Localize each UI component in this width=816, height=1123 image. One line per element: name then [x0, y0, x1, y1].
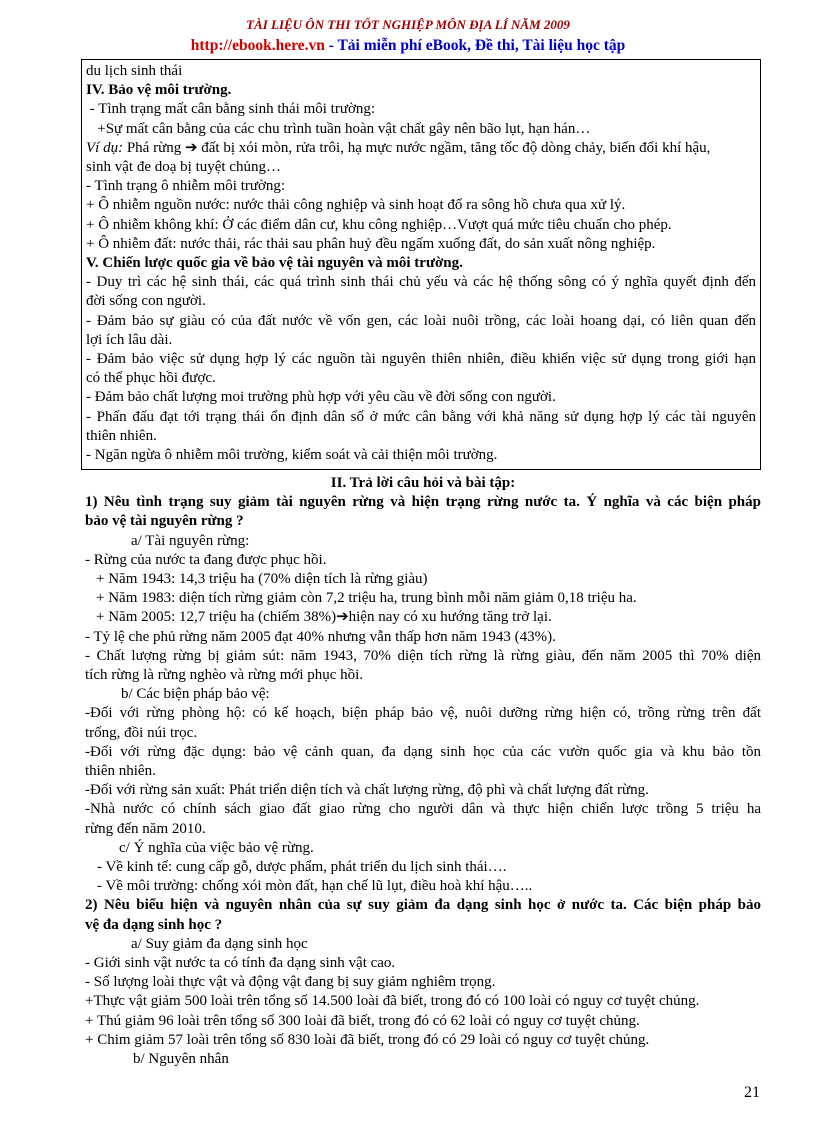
text-line: - Về môi trường: chống xói mòn đất, hạn chế lũ lụt, điều hoà khí hậu….. — [97, 878, 533, 895]
text-line: - Tình trạng ô nhiễm môi trường: — [86, 178, 286, 195]
text-line: - Duy trì các hệ sinh thái, các quá trình sinh thái chủ yếu và các hệ thống sông có ý nghĩa quyết định đến — [86, 274, 756, 291]
text-line: - Giới sinh vật nước ta có tính đa dạng sinh vật cao. — [85, 955, 396, 972]
text-line: - Tỷ lệ che phủ rừng năm 2005 đạt 40% nhưng vẫn thấp hơn năm 1943 (43%). — [85, 628, 556, 645]
example-text: Phá rừng ➔ đất bị xói mòn, rửa trôi, hạ mực nước ngầm, tăng tốc độ dòng chảy, biến đổi khí hậu, — [123, 139, 711, 156]
header-title: TÀI LIỆU ÔN THI TỐT NGHIỆP MÔN ĐỊA LÍ NĂM 2009 — [246, 17, 570, 32]
text-line: - Đảm bảo chất lượng moi trường phù hợp với yêu cầu về đời sống con người. — [86, 389, 556, 406]
question-1-line2: bảo vệ tài nguyên rừng ? — [85, 513, 244, 530]
text-line: +Sự mất cân bằng của các chu trình tuần hoàn vật chất gây nên bão lụt, hạn hán… — [86, 120, 591, 137]
text-line: + Ô nhiễm nguồn nước: nước thải công nghiệp và sinh hoạt đổ ra sông hồ chưa qua xử lý. — [86, 197, 626, 214]
header-dash: - — [324, 37, 338, 54]
text-line: sinh vật đe doạ bị tuyệt chủng… — [86, 159, 281, 176]
text-line: - Số lượng loài thực vật và động vật đang bị suy giảm nghiêm trọng. — [85, 974, 496, 991]
text-line: -Đối với rừng sản xuất: Phát triển diện tích và chất lượng rừng, độ phì và chất lượng đất rừng. — [85, 782, 649, 799]
main-content — [85, 474, 761, 1069]
header-links — [0, 37, 816, 55]
header-url-link[interactable]: http://ebook.here.vn — [190, 37, 325, 54]
text-line: du lịch sinh thái — [86, 63, 183, 79]
example-label: Ví dụ: — [86, 139, 124, 156]
text-line: có thể phục hồi được. — [86, 370, 216, 387]
question-2-line2: vệ đa dạng sinh học ? — [85, 916, 223, 933]
text-line: - Đảm bảo việc sử dụng hợp lý các nguồn tài nguyên thiên nhiên, điều khiển việc sử dụng trong giới hạn — [86, 351, 756, 368]
text-line: - Chất lượng rừng bị giảm sút: năm 1943, 70% diện tích rừng là rừng giàu, đến năm 2005 thì 70% diện — [85, 647, 761, 664]
subheading: b/ Nguyên nhân — [133, 1051, 229, 1068]
text-line: tích rừng là rừng nghèo và rừng mới phục hồi. — [85, 667, 364, 684]
text-line: - Tình trạng mất cân bằng sinh thái môi trường: — [86, 101, 376, 118]
section-heading-iv: IV. Bảo vệ môi trường. — [86, 82, 232, 99]
subheading: a/ Suy giảm đa dạng sinh học — [131, 935, 308, 952]
text-line: +Thực vật giảm 500 loài trên tổng số 14.500 loài đã biết, trong đó có 100 loài có nguy cơ tuyệt chủng. — [85, 993, 700, 1010]
text-line: - Đảm bảo sự giàu có của đất nước về vốn gen, các loài nuôi trồng, các loài hoang dại, có liên quan đến — [86, 312, 756, 329]
page-number: 21 — [744, 1084, 760, 1101]
text-line: + Năm 1983: diện tích rừng giảm còn 7,2 triệu ha, trung bình mỗi năm giảm 0,18 triệu ha. — [96, 590, 637, 607]
text-line: - Phấn đấu đạt tới trạng thái ổn định dân số ở mức cân bằng với khả năng sử dụng hợp lý các tài nguyên — [86, 408, 756, 425]
question-1-line1: 1) Nêu tình trạng suy giảm tài nguyên rừng và hiện trạng rừng nước ta. Ý nghĩa và các biện pháp — [85, 494, 761, 511]
section-heading-v: V. Chiến lược quốc gia về bảo vệ tài nguyên và môi trường. — [86, 255, 463, 272]
subheading: a/ Tài nguyên rừng: — [131, 532, 250, 549]
question-2-line1: 2) Nêu biểu hiện và nguyên nhân của sự suy giảm đa dạng sinh học ở nước ta. Các biện pháp bảo — [85, 897, 761, 914]
text-line: - Ngăn ngừa ô nhiễm môi trường, kiểm soát và cải thiện môi trường. — [86, 447, 498, 464]
text-line: trống, đồi núi trọc. — [85, 724, 198, 741]
text-line: - Rừng của nước ta đang được phục hồi. — [85, 551, 327, 568]
text-line: -Đối với rừng đặc dụng: bảo vệ cảnh quan, đa dạng sinh học của các vườn quốc gia và khu bảo tồn — [85, 743, 761, 760]
text-line: lợi ích lâu dài. — [86, 331, 173, 348]
text-line: thiên nhiên. — [86, 427, 157, 444]
text-line: + Năm 2005: 12,7 triệu ha (chiếm 38%)➔hiện nay có xu hướng tăng trở lại. — [96, 609, 552, 626]
text-line: + Năm 1943: 14,3 triệu ha (70% diện tích là rừng giàu) — [96, 571, 428, 588]
text-line: + Chim giảm 57 loài trên tổng số 830 loài đã biết, trong đó có 29 loài có nguy cơ tuyệt chủng. — [85, 1031, 650, 1048]
text-line: + Ô nhiễm đất: nước thải, rác thải sau phân huỷ đều ngấm xuống đất, do sản xuất nông nghiệp. — [86, 235, 656, 252]
subheading: c/ Ý nghĩa của việc bảo vệ rừng. — [119, 839, 314, 856]
example-line — [86, 139, 756, 158]
text-line: -Đối với rừng phòng hộ: có kế hoạch, biện pháp bảo vệ, nuôi dưỡng rừng hiện có, trồng rừng trên đất — [85, 705, 761, 722]
text-line: + Ô nhiễm không khí: Ở các điểm dân cư, khu công nghiệp…Vượt quá mức tiêu chuẩn cho phép. — [86, 216, 672, 233]
subheading: b/ Các biện pháp bảo vệ: — [121, 686, 270, 703]
text-line: - Về kinh tế: cung cấp gỗ, dược phẩm, phát triển du lịch sinh thái…. — [97, 859, 507, 876]
text-line: đời sống con người. — [86, 293, 206, 310]
summary-box — [81, 59, 761, 470]
header-tagline: Tải miễn phí eBook, Đề thi, Tài liệu học tập — [337, 37, 626, 54]
text-line: thiên nhiên. — [85, 763, 156, 780]
text-line: -Nhà nước có chính sách giao đất giao rừng cho người dân và thực hiện chiến lược trồng 5 triệu ha — [85, 801, 761, 818]
text-line: + Thú giảm 96 loài trên tổng số 300 loài đã biết, trong đó có 62 loài có nguy cơ tuyệt chủng. — [85, 1012, 640, 1029]
section-title: II. Trả lời câu hỏi và bài tập: — [330, 475, 516, 491]
text-line: rừng đến năm 2010. — [85, 820, 206, 837]
